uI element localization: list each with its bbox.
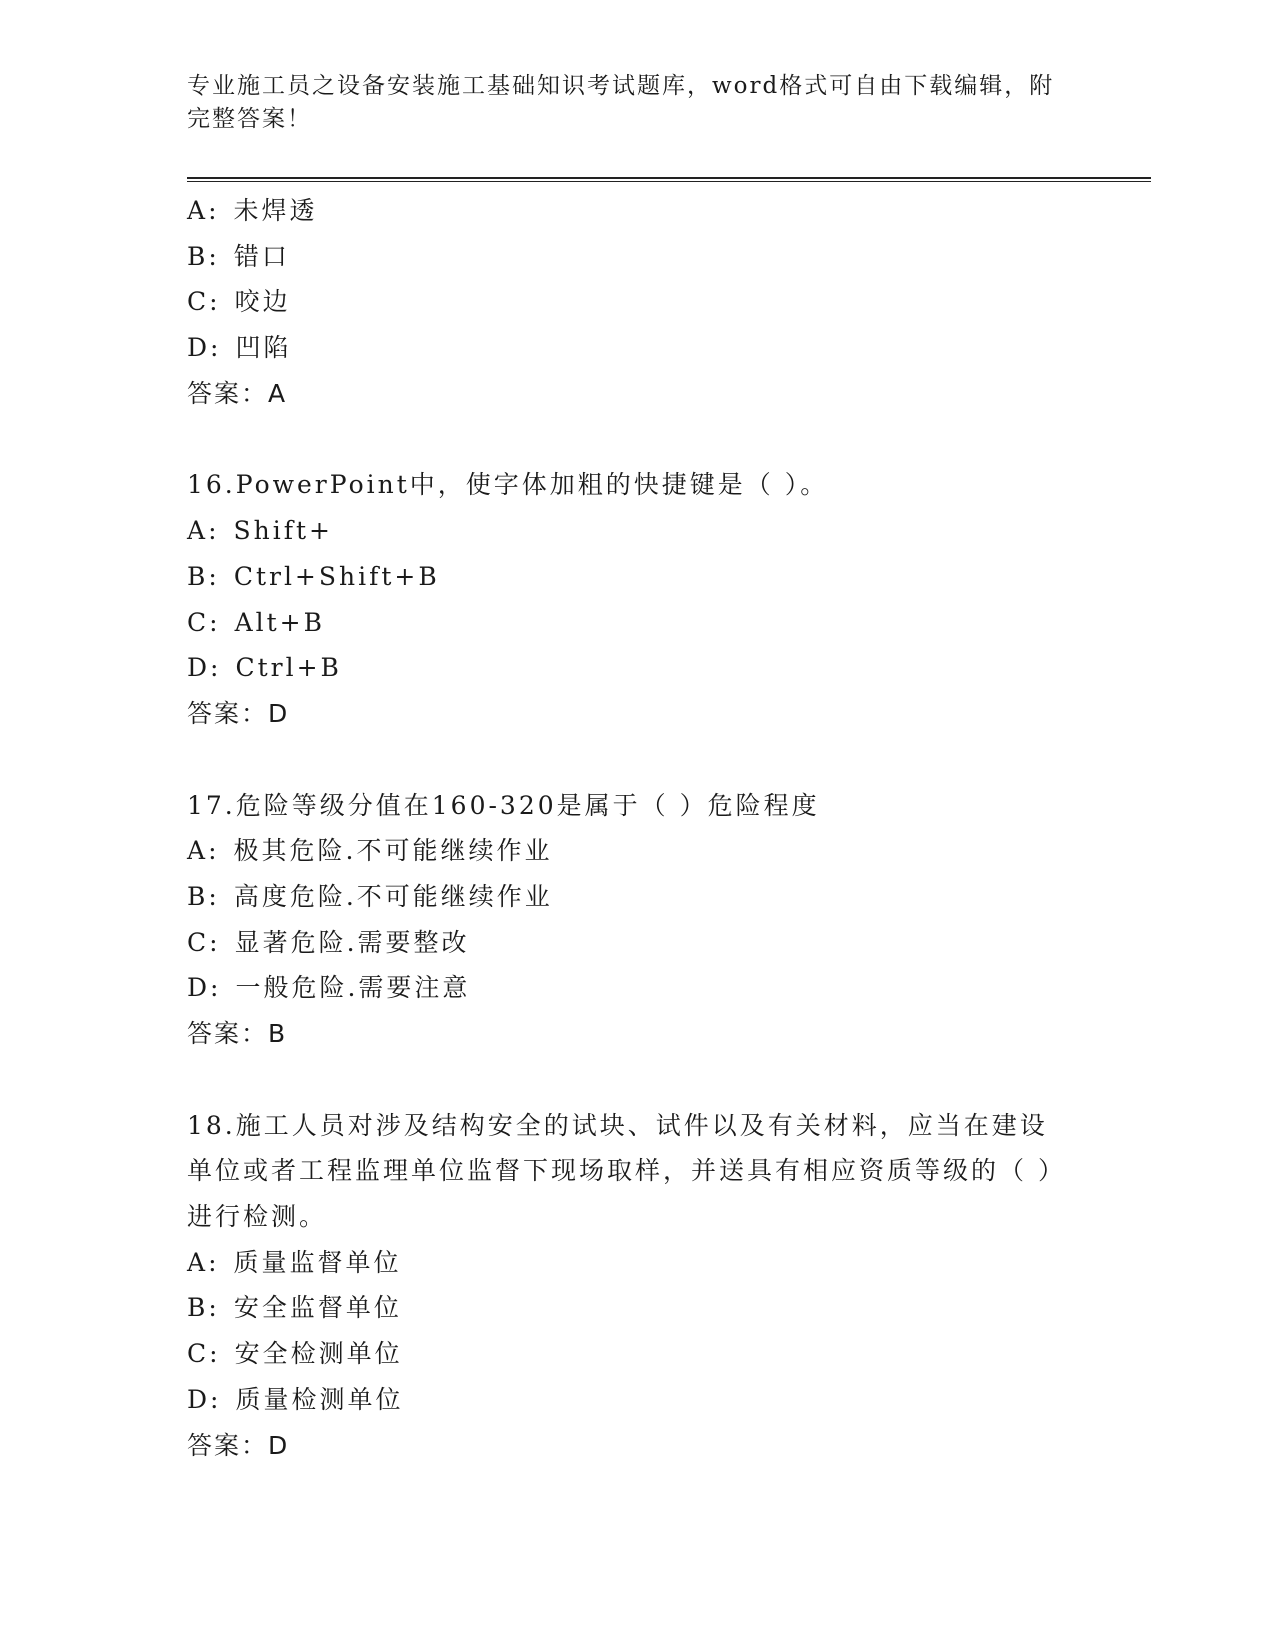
header-divider-thin	[187, 181, 1151, 182]
answer-line	[187, 371, 1087, 417]
answer-label: 答案：	[187, 698, 269, 728]
header-text: 专业施工员之设备安装施工基础知识考试题库，word格式可自由下载编辑，附完整答案！	[187, 73, 1055, 132]
answer-value: B	[268, 1019, 288, 1048]
option-a: A: 未焊透	[187, 196, 318, 225]
answer-label: 答案：	[187, 378, 269, 408]
answer-value: D	[268, 698, 290, 728]
question-text: 16.PowerPoint中，使字体加粗的快捷键是（ ）。	[187, 470, 829, 500]
header-divider	[187, 177, 1151, 179]
option-c: C: 安全检测单位	[187, 1339, 403, 1369]
option-c: C: 咬边	[187, 287, 291, 317]
option-d: D: 质量检测单位	[187, 1384, 404, 1414]
question-15	[187, 188, 1087, 416]
answer-line	[187, 1423, 1087, 1469]
option-d: D: Ctrl+B	[187, 653, 342, 683]
answer-line	[187, 691, 1087, 737]
answer-value: D	[268, 1430, 290, 1460]
option-b: B: 安全监督单位	[187, 1293, 402, 1323]
question-16	[187, 462, 1087, 736]
page-header	[187, 70, 1067, 136]
answer-value: A	[268, 378, 288, 408]
option-b: B: Ctrl+Shift+B	[187, 561, 440, 591]
option-b: B: 高度危险.不可能继续作业	[187, 881, 553, 911]
question-18	[187, 1103, 1087, 1469]
option-d: D: 凹陷	[187, 333, 292, 363]
question-text: 18.施工人员对涉及结构安全的试块、试件以及有关材料，应当在建设单位或者工程监理单位监督下现场取样，并送具有相应资质等级的（ ）进行检测。	[187, 1110, 1066, 1232]
question-17	[187, 783, 1087, 1057]
option-a: A: 极其危险.不可能继续作业	[187, 836, 553, 866]
question-text: 17.危险等级分值在160-320是属于（ ）危险程度	[187, 790, 820, 820]
question-list	[187, 188, 1087, 1468]
answer-line	[187, 1011, 1087, 1057]
option-a: A: 质量监督单位	[187, 1247, 402, 1277]
option-b: B: 错口	[187, 241, 290, 271]
option-d: D: 一般危险.需要注意	[187, 973, 471, 1003]
option-a: A: Shift+	[187, 516, 333, 546]
option-c: C: 显著危险.需要整改	[187, 927, 470, 957]
option-c: C: Alt+B	[187, 607, 325, 637]
answer-label: 答案：	[187, 1430, 269, 1460]
answer-label: 答案：	[187, 1019, 269, 1048]
